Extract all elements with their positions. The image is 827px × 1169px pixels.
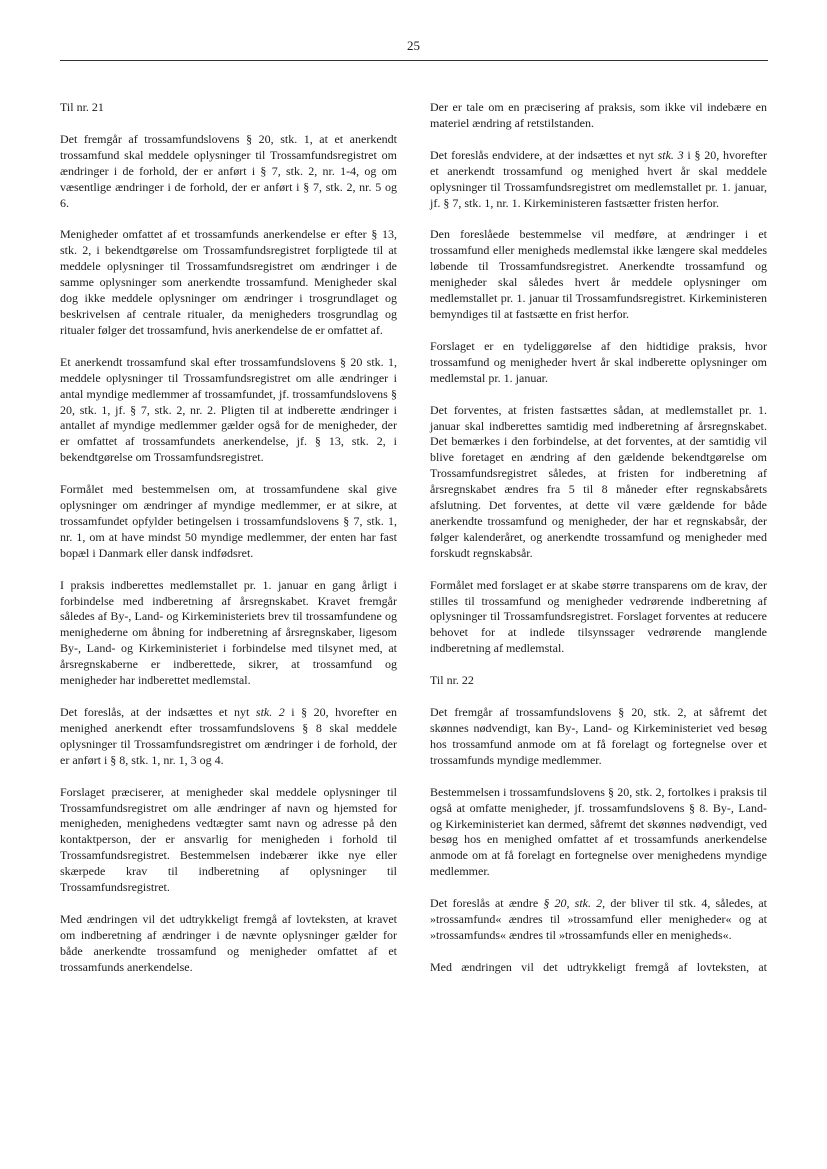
page-number: 25 bbox=[407, 38, 420, 53]
text-run: Menigheder omfattet af et trossamfunds anerkendelse er efter § 13, stk. 2, i bekendtgørelse om Trossamfundsregistret forpligtede til at meddele oplysninger til Trossamfundsregistret om ændringer i de samme oplysninger som anerkendte trossamfund. Menigheder skal dog ikke meddele oplysninger om ændringer i trosgrundlaget og beskrivelsen af centrale ritualer, da menigheders trosgrundlag og ritualer følger det trossamfund, hvis anerkendelse de er omfattet af. bbox=[60, 227, 397, 337]
text-run: Der er tale om en præcisering af praksis, som ikke vil indebære en materiel ændring af retstilstanden. bbox=[430, 100, 767, 130]
paragraph bbox=[60, 912, 397, 976]
text-run: Det fremgår af trossamfundslovens § 20, stk. 1, at et anerkendt trossamfund skal meddele oplysninger til Trossamfundsregistret om ændringer i de forhold, der er anført i § 7, stk. 2, nr. 1-4, og om væsentlige ændringer i de forhold, der er anført i § 7, stk. 2, nr. 5 og 6. bbox=[60, 131, 397, 210]
text-run: Formålet med bestemmelsen om, at trossamfundene skal give oplysninger om ændringer af myndige medlemmer, er at sikre, at trossamfundet opfylder betingelsen i trossamfundslovens § 7, stk. 1, nr. 1, om at have mindst 50 myndige medlemmer, der enten har fast bopæl i Danmark eller dansk indfødsret. bbox=[60, 482, 397, 560]
text-run: Den foreslåede bestemmelse vil medføre, at ændringer i et trossamfund eller menigheds medlemstal ikke længere skal meddeles løbende til Trossamfundsregistret. Anerkendte trossamfund og menigheder skal således hvert år meddele oplysninger om medlemstallet pr. 1. januar til Trossamfundsregistret. Kirkeministeren bemyndiges til at fastsætte en frist herfor. bbox=[430, 227, 767, 321]
text-run: Et anerkendt trossamfund skal efter trossamfundslovens § 20 stk. 1, meddele oplysninger til Trossamfundsregistret om alle ændringer i antal myndige medlemmer af trossamfundet, jf. trossamfundslovens § 20, stk. 1, jf. § 7, stk. 2, nr. 2. Pligten til at indberette ændringer i antallet af myndige medlemmer gælder også for de menigheder, der er omfattet af trossamfundets anerkendelse, jf. § 13, stk. 2, i bekendtgørelse om Trossamfundsregistret. bbox=[60, 354, 397, 465]
paragraph bbox=[60, 785, 397, 896]
left-column bbox=[60, 100, 397, 992]
paragraph bbox=[430, 339, 767, 387]
text-run: Bestemmelsen i trossamfundslovens § 20, stk. 2, fortolkes i praksis til også at omfatte menigheder, jf. trossamfundslovens § 8. By-, Land- og Kirkeministeriet kan dermed, såfremt det skønnes nødvendigt, ved besøg hos en menighed omfattet af et trossamfunds anerkendelse anmode om at få forelagt en fortegnelse over menighedens myndige medlemmer. bbox=[430, 784, 767, 879]
paragraph bbox=[430, 227, 767, 322]
text-run: i § 20, hvorefter et anerkendt trossamfund og menighed hvert år skal meddele oplysninger til Trossamfundsregistret om medlemstallet pr. 1. januar, jf. § 7, stk. 1, nr. 1. Kirkeministeren fastsætter fristen herfor. bbox=[430, 147, 767, 210]
paragraph bbox=[60, 132, 397, 212]
paragraph bbox=[430, 148, 767, 212]
text-run: , der bliver til stk. 4, således, at »trossamfund« ændres til »trossamfund eller menigheder« og at »trossamfunds« ændres til »trossamfunds eller en menigheds«. bbox=[430, 896, 767, 942]
italic-reference: stk. 2 bbox=[255, 705, 285, 719]
text-run: Med ændringen vil det udtrykkeligt fremgå af lovteksten, at kravet om indberetning af ændringer i de nævnte oplysninger gælder for både anerkendte trossamfund og menigheder omfattet af et trossamfunds anerkendelse. bbox=[60, 911, 397, 974]
paragraph bbox=[430, 578, 767, 658]
italic-reference: § 20, stk. 2 bbox=[543, 896, 603, 911]
paragraph bbox=[430, 960, 767, 976]
paragraph bbox=[430, 705, 767, 769]
paragraph bbox=[60, 355, 397, 466]
paragraph bbox=[430, 100, 767, 132]
section-heading: Til nr. 22 bbox=[430, 673, 474, 688]
text-run: Formålet med forslaget er at skabe større transparens om de krav, der stilles til trossamfund og menigheder vedrørende indberetning af oplysninger til Trossamfundsregistret. Forslaget forventes at reducere behovet for at indlede tilsynssager vedrørende manglende indberetning af medlemstal. bbox=[430, 577, 767, 656]
text-run: i § 20, hvorefter en menighed anerkendt efter trossamfundslovens § 8 skal meddele oplysninger til Trossamfundsregistret om ændringer i de forhold, der er anført i § 8, stk. 1, nr. 1, 3 og 4. bbox=[60, 705, 398, 767]
italic-reference: stk. 3 bbox=[657, 147, 684, 162]
text-run: Det foreslås endvidere, at der indsættes et nyt bbox=[430, 147, 658, 162]
paragraph bbox=[430, 896, 767, 944]
paragraph bbox=[60, 705, 397, 769]
text-run: Det fremgår af trossamfundslovens § 20, stk. 2, at såfremt det skønnes nødvendigt, kan By-, Land- og Kirkeministeriet ved besøg hos trossamfund anmode om at få forelagt og fortegnelse over et trossamfunds myndige medlemmer. bbox=[430, 705, 767, 767]
text-run: Forslaget præciserer, at menigheder skal meddele oplysninger til Trossamfundsregistret om alle ændringer af navn og hjemsted for menigheden, menighedens vedtægter samt navn og adresse på den kontaktperson, der er ansvarlig for menigheden i forhold til Trossamfundsregistret. Bestemmelsen indebærer ikke nye eller skærpede krav til indberetning af oplysninger til Trossamfundsregistret. bbox=[60, 784, 397, 895]
header-rule bbox=[60, 60, 768, 61]
right-column bbox=[430, 100, 767, 992]
paragraph bbox=[430, 403, 767, 562]
text-run: Det foreslås, at der indsættes et nyt bbox=[60, 705, 256, 719]
text-run: Det forventes, at fristen fastsættes sådan, at medlemstallet pr. 1. januar skal indberettes samtidig med indberetning af årsregnskabet. Det bemærkes i den forbindelse, at det forventes, at der samtidig vil blive foretaget en ændring af den gældende bekendtgørelse om Trossamfundsregistret således, at fristen for indberetning af årsregnskabet ændres fra 5 til 8 måneder efter regnskabsårets afslutning. Det forventes, at dette vil være gældende for både anerkendte trossamfund og menigheder, der har et regnskabsår, der følger kalenderåret, og anerkendte trossamfund og menigheder med forskudt regnskabsår. bbox=[430, 402, 767, 560]
section-heading: Til nr. 21 bbox=[60, 100, 104, 114]
text-run: I praksis indberettes medlemstallet pr. 1. januar en gang årligt i forbindelse med indberetning af årsregnskabet. Kravet fremgår således af By-, Land- og Kirkeministeriets brev til trossamfundene og menighederne om åbning for indberetning af årsregnskaber, ligesom By-, Land- og Kirkeministeriet i forbindelse med tilsynet med, at årsregnskaberne er indberettede, sikrer, at trossamfund og menigheder har indberettet medlemstal. bbox=[60, 577, 397, 688]
text-run: Forslaget er en tydeliggørelse af den hidtidige praksis, hvor trossamfund og menigheder hvert år skal indberette oplysninger om medlemstal pr. 1. januar. bbox=[430, 338, 767, 385]
paragraph bbox=[60, 227, 397, 338]
text-run: Det foreslås at ændre bbox=[430, 896, 544, 911]
text-run: Med ændringen vil det udtrykkeligt fremgå af lovteksten, at bbox=[430, 959, 767, 974]
paragraph bbox=[60, 482, 397, 562]
paragraph bbox=[60, 578, 397, 689]
paragraph bbox=[430, 785, 767, 880]
